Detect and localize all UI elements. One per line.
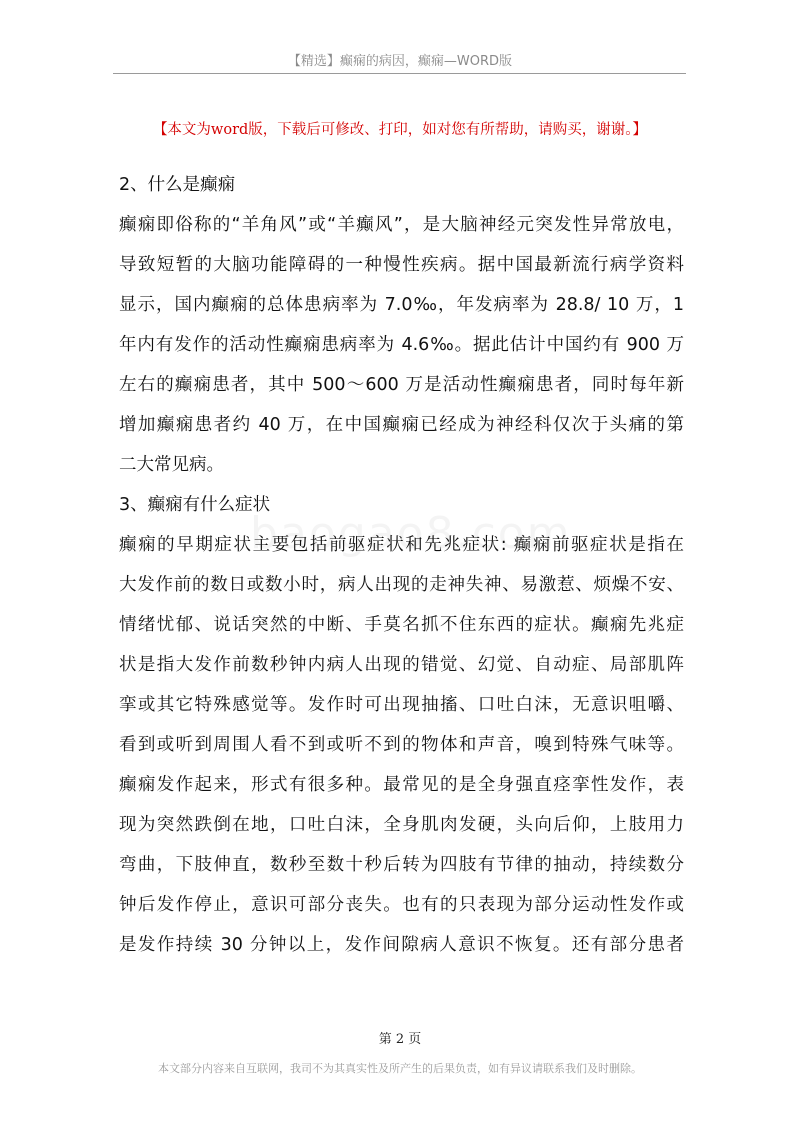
- text-line: 癫痫的早期症状主要包括前驱症状和先兆症状: 癫痫前驱症状是指在: [119, 535, 684, 555]
- text-line: 看到或听到周围人看不到或听不到的物体和声音，嗅到特殊气味等。: [119, 735, 684, 755]
- text-line: 显示，国内癫痫的总体患病率为 7.0‰，年发病率为 28.8/ 10 万，1: [119, 295, 684, 315]
- text-line: 癫痫即俗称的“羊角风”或“羊癫风”，是大脑神经元突发性异常放电，: [119, 215, 684, 235]
- text-line: 二大常见病。: [119, 455, 224, 475]
- text-line: 大发作前的数日或数小时，病人出现的走神失神、易激惹、烦燥不安、: [119, 575, 684, 595]
- section-heading-symptoms: 3、癫痫有什么症状: [119, 495, 271, 515]
- text-line: 挛或其它特殊感觉等。发作时可出现抽搐、口吐白沫，无意识咀嚼、: [119, 695, 684, 715]
- paragraph-symptoms: [119, 525, 684, 965]
- text-line: 增加癫痫患者约 40 万，在中国癫痫已经成为神经科仅次于头痛的第: [119, 415, 684, 435]
- header-divider: [113, 73, 686, 74]
- download-notice: 【本文为word版，下载后可修改、打印，如对您有所帮助，请购买，谢谢。】: [152, 122, 648, 138]
- text-line: 弯曲，下肢伸直，数秒至数十秒后转为四肢有节律的抽动，持续数分: [119, 855, 684, 875]
- text-line: 左右的癫痫患者，其中 500～600 万是活动性癫痫患者，同时每年新: [119, 375, 684, 395]
- text-line: 钟后发作停止，意识可部分丧失。也有的只表现为部分运动性发作或: [119, 895, 684, 915]
- text-line: 导致短暂的大脑功能障碍的一种慢性疾病。据中国最新流行病学资料: [119, 255, 684, 275]
- document-body: [119, 165, 684, 965]
- text-line: 年内有发作的活动性癫痫患病率为 4.6‰。据此估计中国约有 900 万: [119, 335, 684, 355]
- section-heading-what-is-epilepsy: 2、什么是癫痫: [119, 175, 236, 195]
- text-line: 现为突然跌倒在地，口吐白沫，全身肌肉发硬，头向后仰，上肢用力: [119, 815, 684, 835]
- text-line: 状是指大发作前数秒钟内病人出现的错觉、幻觉、自动症、局部肌阵: [119, 655, 684, 675]
- text-line: 癫痫发作起来，形式有很多种。最常见的是全身强直痉挛性发作，表: [119, 775, 684, 795]
- page-header: 【精选】癫痫的病因，癫痫—WORD版: [287, 54, 513, 69]
- page-number: 第 2 页: [378, 1032, 422, 1047]
- text-line: 情绪忧郁、说话突然的中断、手莫名抓不住东西的症状。癫痫先兆症: [119, 615, 684, 635]
- page-footer-disclaimer: 本文部分内容来自互联网，我司不为其真实性及所产生的后果负责，如有异议请联系我们及时删除。: [158, 1062, 642, 1075]
- paragraph-what-is-epilepsy: [119, 205, 684, 485]
- text-line: 是发作持续 30 分钟以上，发作间隙病人意识不恢复。还有部分患者: [119, 935, 684, 955]
